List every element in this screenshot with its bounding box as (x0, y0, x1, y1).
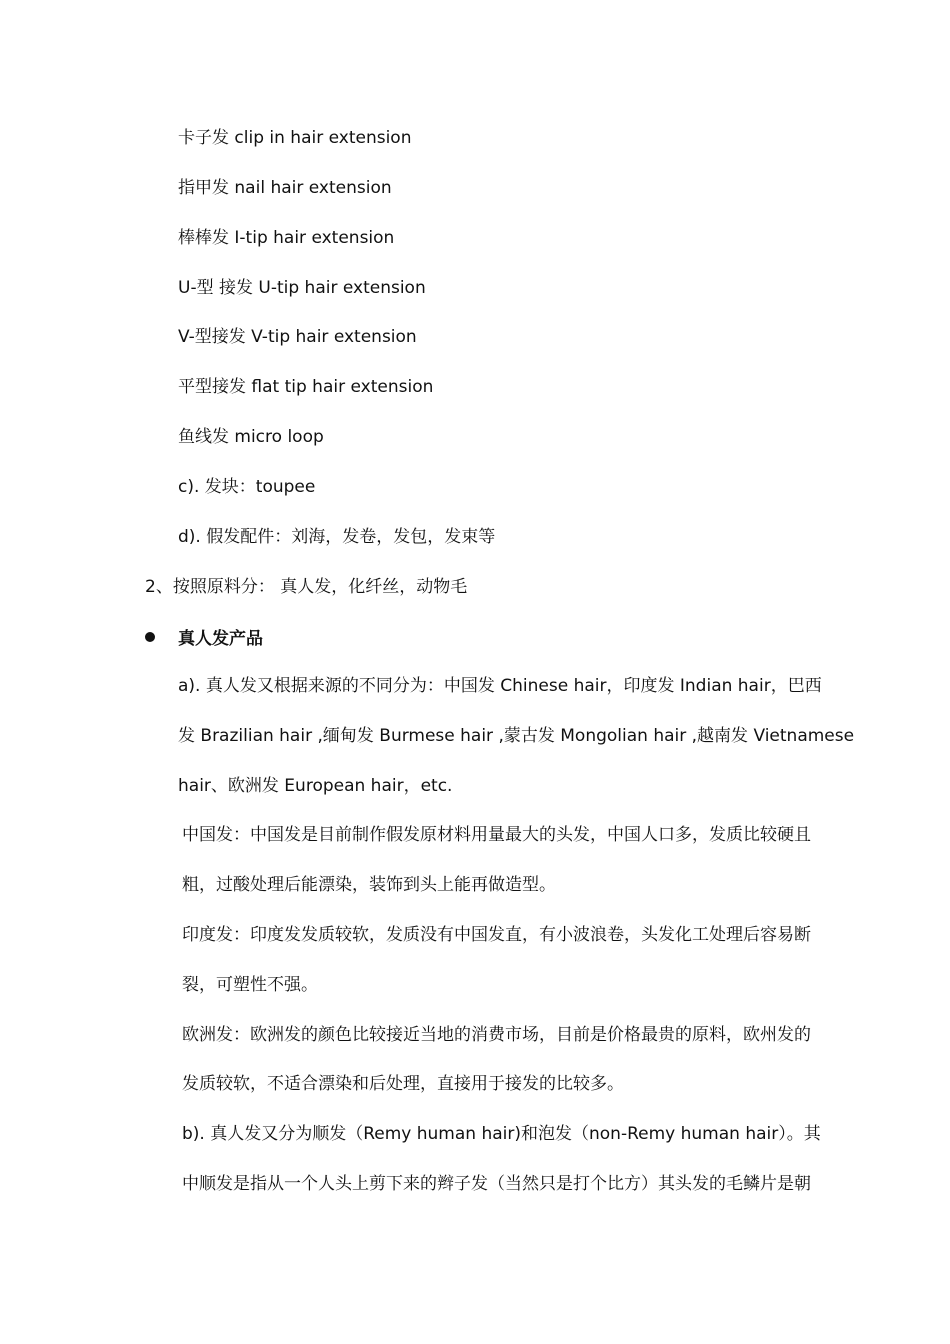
line-micro-loop: 鱼线发 micro loop (178, 427, 324, 447)
line-by-material: 2、按照原料分： 真人发，化纤丝，动物毛 (145, 577, 468, 597)
line-toupee: c). 发块：toupee (178, 477, 316, 497)
line-i-tip: 棒棒发 I-tip hair extension (178, 228, 395, 248)
paragraph-line: hair、欧洲发 European hair，etc. (178, 776, 453, 796)
paragraph-line: 发 Brazilian hair ,缅甸发 Burmese hair ,蒙古发 Mongolian hair ,越南发 Vietnamese (178, 726, 855, 746)
paragraph-line: 发质较软，不适合漂染和后处理，直接用于接发的比较多。 (182, 1074, 624, 1094)
line-v-tip: V-型接发 V-tip hair extension (178, 327, 417, 347)
paragraph-line: 粗，过酸处理后能漂染，装饰到头上能再做造型。 (182, 875, 556, 895)
paragraph-line: b). 真人发又分为顺发（Remy human hair)和泡发（non-Remy human hair）。其 (182, 1124, 821, 1144)
line-accessories: d). 假发配件：刘海，发卷，发包，发束等 (178, 527, 496, 547)
bullet-icon (145, 632, 155, 642)
paragraph-line: 欧洲发：欧洲发的颜色比较接近当地的消费市场，目前是价格最贵的原料，欧州发的 (182, 1025, 811, 1045)
line-u-tip: U-型 接发 U-tip hair extension (178, 278, 426, 298)
paragraph-line: 中顺发是指从一个人头上剪下来的辫子发（当然只是打个比方）其头发的毛鳞片是朝 (182, 1174, 811, 1194)
paragraph-line: a). 真人发又根据来源的不同分为：中国发 Chinese hair，印度发 Indian hair，巴西 (178, 676, 822, 696)
paragraph-line: 裂，可塑性不强。 (182, 975, 318, 995)
line-nail-hair: 指甲发 nail hair extension (178, 178, 392, 198)
paragraph-line: 中国发：中国发是目前制作假发原材料用量最大的头发，中国人口多，发质比较硬且 (182, 825, 811, 845)
section-heading-human-hair: 真人发产品 (178, 629, 263, 649)
line-flat-tip: 平型接发 flat tip hair extension (178, 377, 434, 397)
line-clip-in: 卡子发 clip in hair extension (178, 128, 412, 148)
paragraph-line: 印度发：印度发发质较软，发质没有中国发直，有小波浪卷，头发化工处理后容易断 (182, 925, 811, 945)
